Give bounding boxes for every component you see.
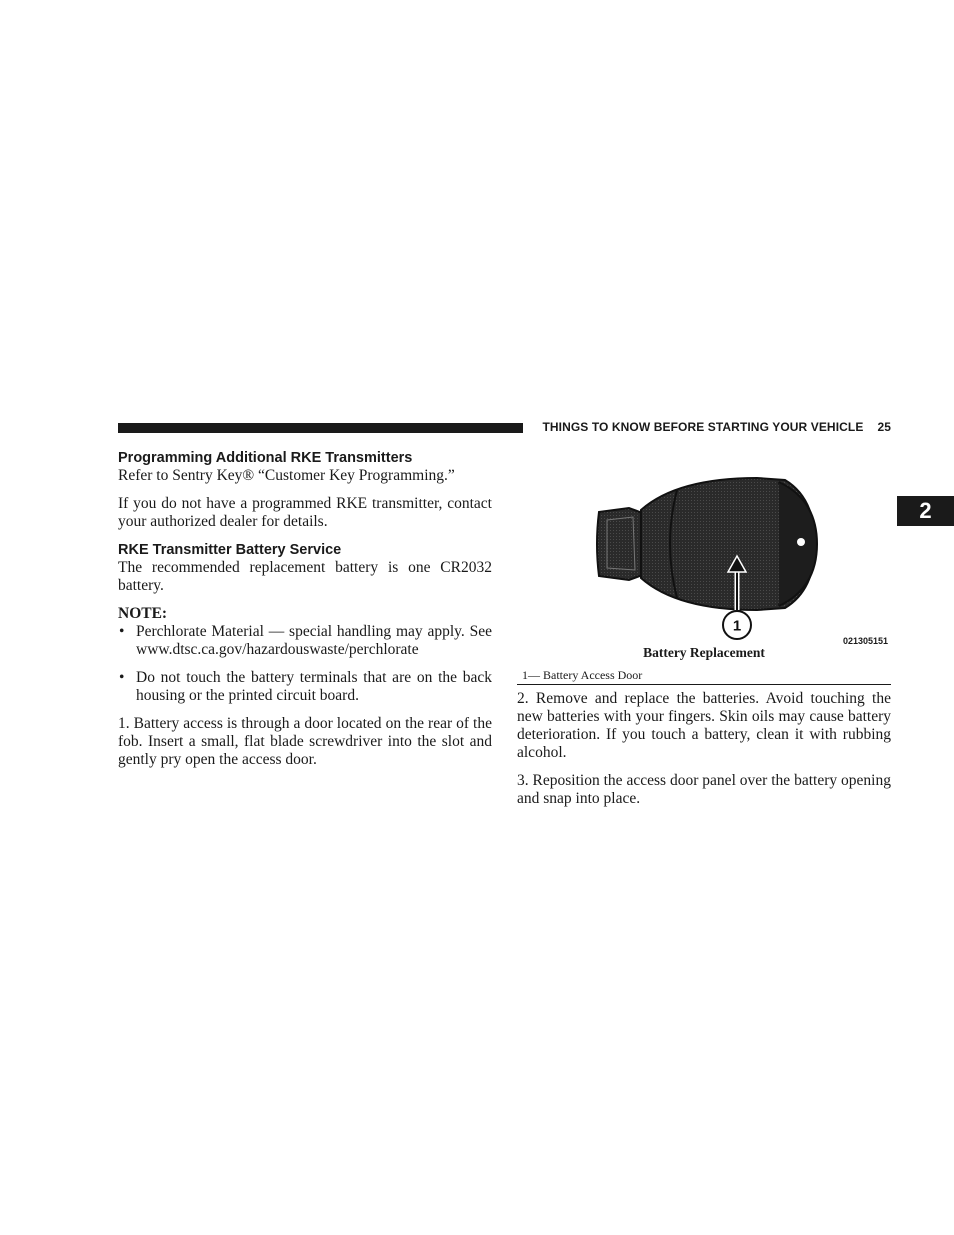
- figure-caption: Battery Replacement: [643, 645, 765, 660]
- paragraph-dealer: If you do not have a programmed RKE transmitter, contact your authorized dealer for details.: [118, 495, 492, 530]
- note-label: NOTE:: [118, 605, 168, 622]
- note-list: [118, 623, 492, 705]
- list-item: • Perchlorate Material — special handling may apply. See www.dtsc.ca.gov/hazardouswaste/perchlorate: [118, 623, 492, 659]
- page-number: 25: [877, 420, 891, 434]
- paragraph-sentry-key: Refer to Sentry Key® “Customer Key Programming.”: [118, 467, 455, 484]
- running-header: [533, 420, 891, 434]
- header-rule: [118, 423, 523, 433]
- left-column: [118, 449, 492, 769]
- section-title: THINGS TO KNOW BEFORE STARTING YOUR VEHICLE: [542, 420, 864, 434]
- battery-figure: [517, 470, 891, 685]
- step-2: 2. Remove and replace the batteries. Avoid touching the new batteries with your fingers. Skin oils may cause battery deterioration. If you touch a battery, clean it with rubbing alcohol.: [517, 690, 891, 761]
- right-column: [517, 690, 891, 808]
- step-1: 1. Battery access is through a door located on the rear of the fob. Insert a small, flat blade screwdriver into the slot and gently pry open the access door.: [118, 715, 492, 768]
- heading-battery-service: RKE Transmitter Battery Service: [118, 542, 342, 558]
- paragraph-battery: The recommended replacement battery is one CR2032 battery.: [118, 559, 492, 594]
- key-fob-icon: [517, 470, 891, 645]
- chapter-tab: 2: [897, 496, 954, 526]
- list-item: • Do not touch the battery terminals that are on the back housing or the printed circuit board.: [118, 669, 492, 705]
- callout-number: 1: [732, 617, 742, 635]
- figure-legend: 1— Battery Access Door: [522, 668, 643, 682]
- step-3: 3. Reposition the access door panel over the battery opening and snap into place.: [517, 772, 891, 807]
- heading-programming: Programming Additional RKE Transmitters: [118, 450, 413, 466]
- image-code: 021305151: [843, 636, 889, 646]
- figure-rule: [517, 684, 891, 685]
